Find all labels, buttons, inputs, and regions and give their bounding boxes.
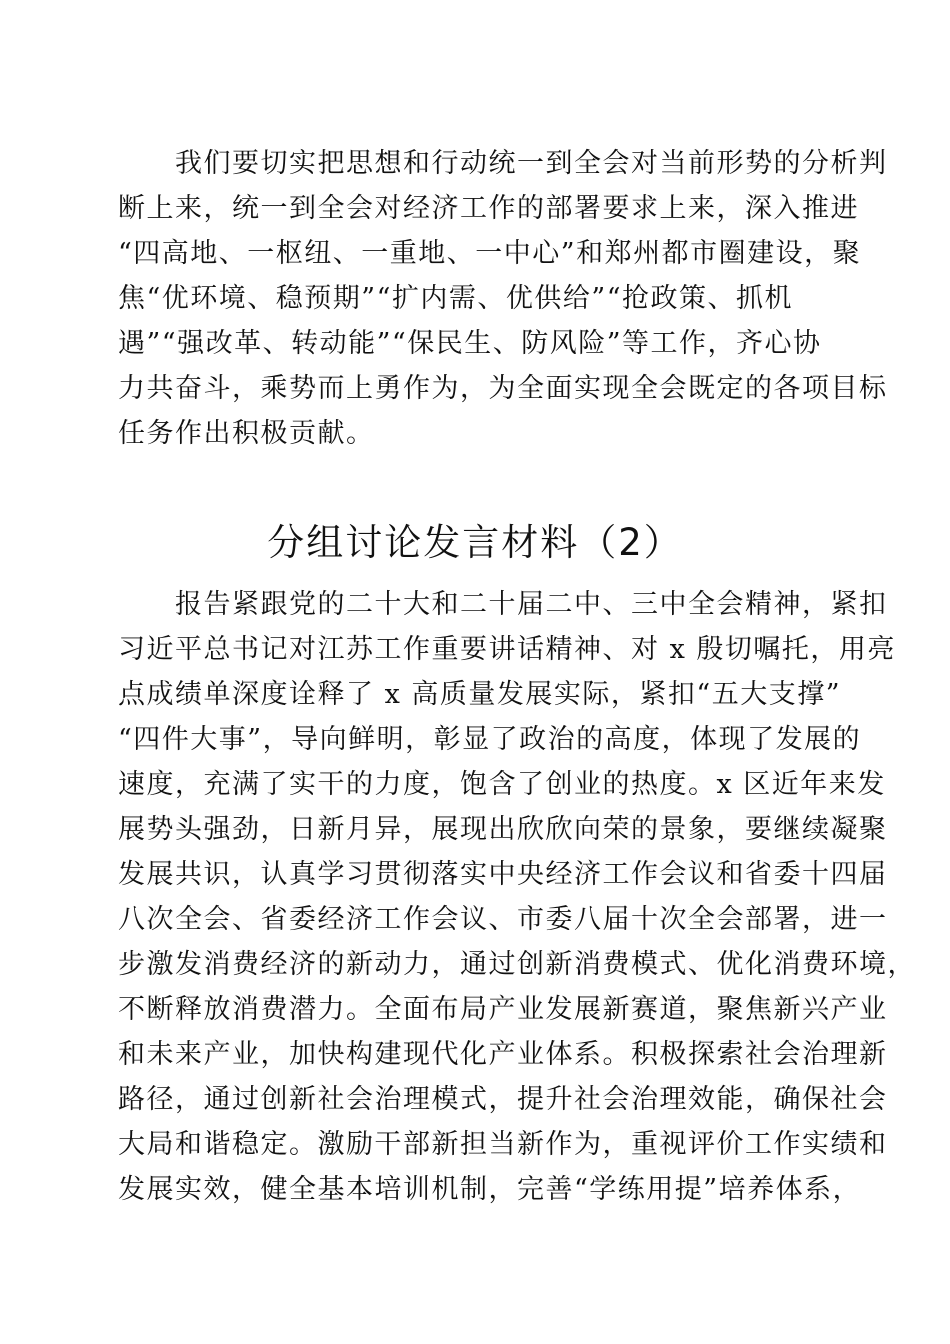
text-line: “四件大事”，导向鲜明，彰显了政治的高度，体现了发展的 <box>118 724 862 755</box>
text-line: 报告紧跟党的二十大和二十届二中、三中全会精神，紧扣 <box>118 589 888 620</box>
text-line: 我们要切实把思想和行动统一到全会对当前形势的分析判 <box>118 148 888 179</box>
text-line: 步激发消费经济的新动力，通过创新消费模式、优化消费环境， <box>118 949 916 980</box>
section-title: 分组讨论发言材料（2） <box>267 521 683 564</box>
text-line: 大局和谐稳定。激励干部新担当新作为，重视评价工作实绩和 <box>118 1129 888 1160</box>
text-line: 点成绩单深度诠释了 x 高质量发展实际，紧扣“五大支撑” <box>118 679 841 710</box>
text-line: 发展共识，认真学习贯彻落实中央经济工作会议和省委十四届 <box>118 859 888 890</box>
text-line: 速度，充满了实干的力度，饱含了创业的热度。x 区近年来发 <box>118 769 886 800</box>
text-line: 不断释放消费潜力。全面布局产业发展新赛道，聚焦新兴产业 <box>118 994 888 1025</box>
text-line: 习近平总书记对江苏工作重要讲话精神、对 x 殷切嘱托，用亮 <box>118 634 896 665</box>
text-line: 展势头强劲，日新月异，展现出欣欣向荣的景象，要继续凝聚 <box>118 814 888 845</box>
text-line: 八次全会、省委经济工作会议、市委八届十次全会部署，进一 <box>118 904 888 935</box>
text-line: 焦“优环境、稳预期”“扩内需、优供给”“抢政策、抓机 <box>118 283 794 314</box>
text-line: 遇”“强改革、转动能”“保民生、防风险”等工作，齐心协 <box>118 328 822 359</box>
text-line: 发展实效，健全基本培训机制，完善“学练用提”培养体系， <box>118 1174 862 1205</box>
text-line: 断上来，统一到全会对经济工作的部署要求上来，深入推进 <box>118 193 859 224</box>
text-line: 路径，通过创新社会治理模式，提升社会治理效能，确保社会 <box>118 1084 888 1115</box>
text-line: 任务作出积极贡献。 <box>118 418 375 449</box>
text-line: “四高地、一枢纽、一重地、一中心”和郑州都市圈建设，聚 <box>118 238 862 269</box>
text-line: 力共奋斗，乘势而上勇作为，为全面实现全会既定的各项目标 <box>118 373 888 404</box>
text-line: 和未来产业，加快构建现代化产业体系。积极探索社会治理新 <box>118 1039 888 1070</box>
